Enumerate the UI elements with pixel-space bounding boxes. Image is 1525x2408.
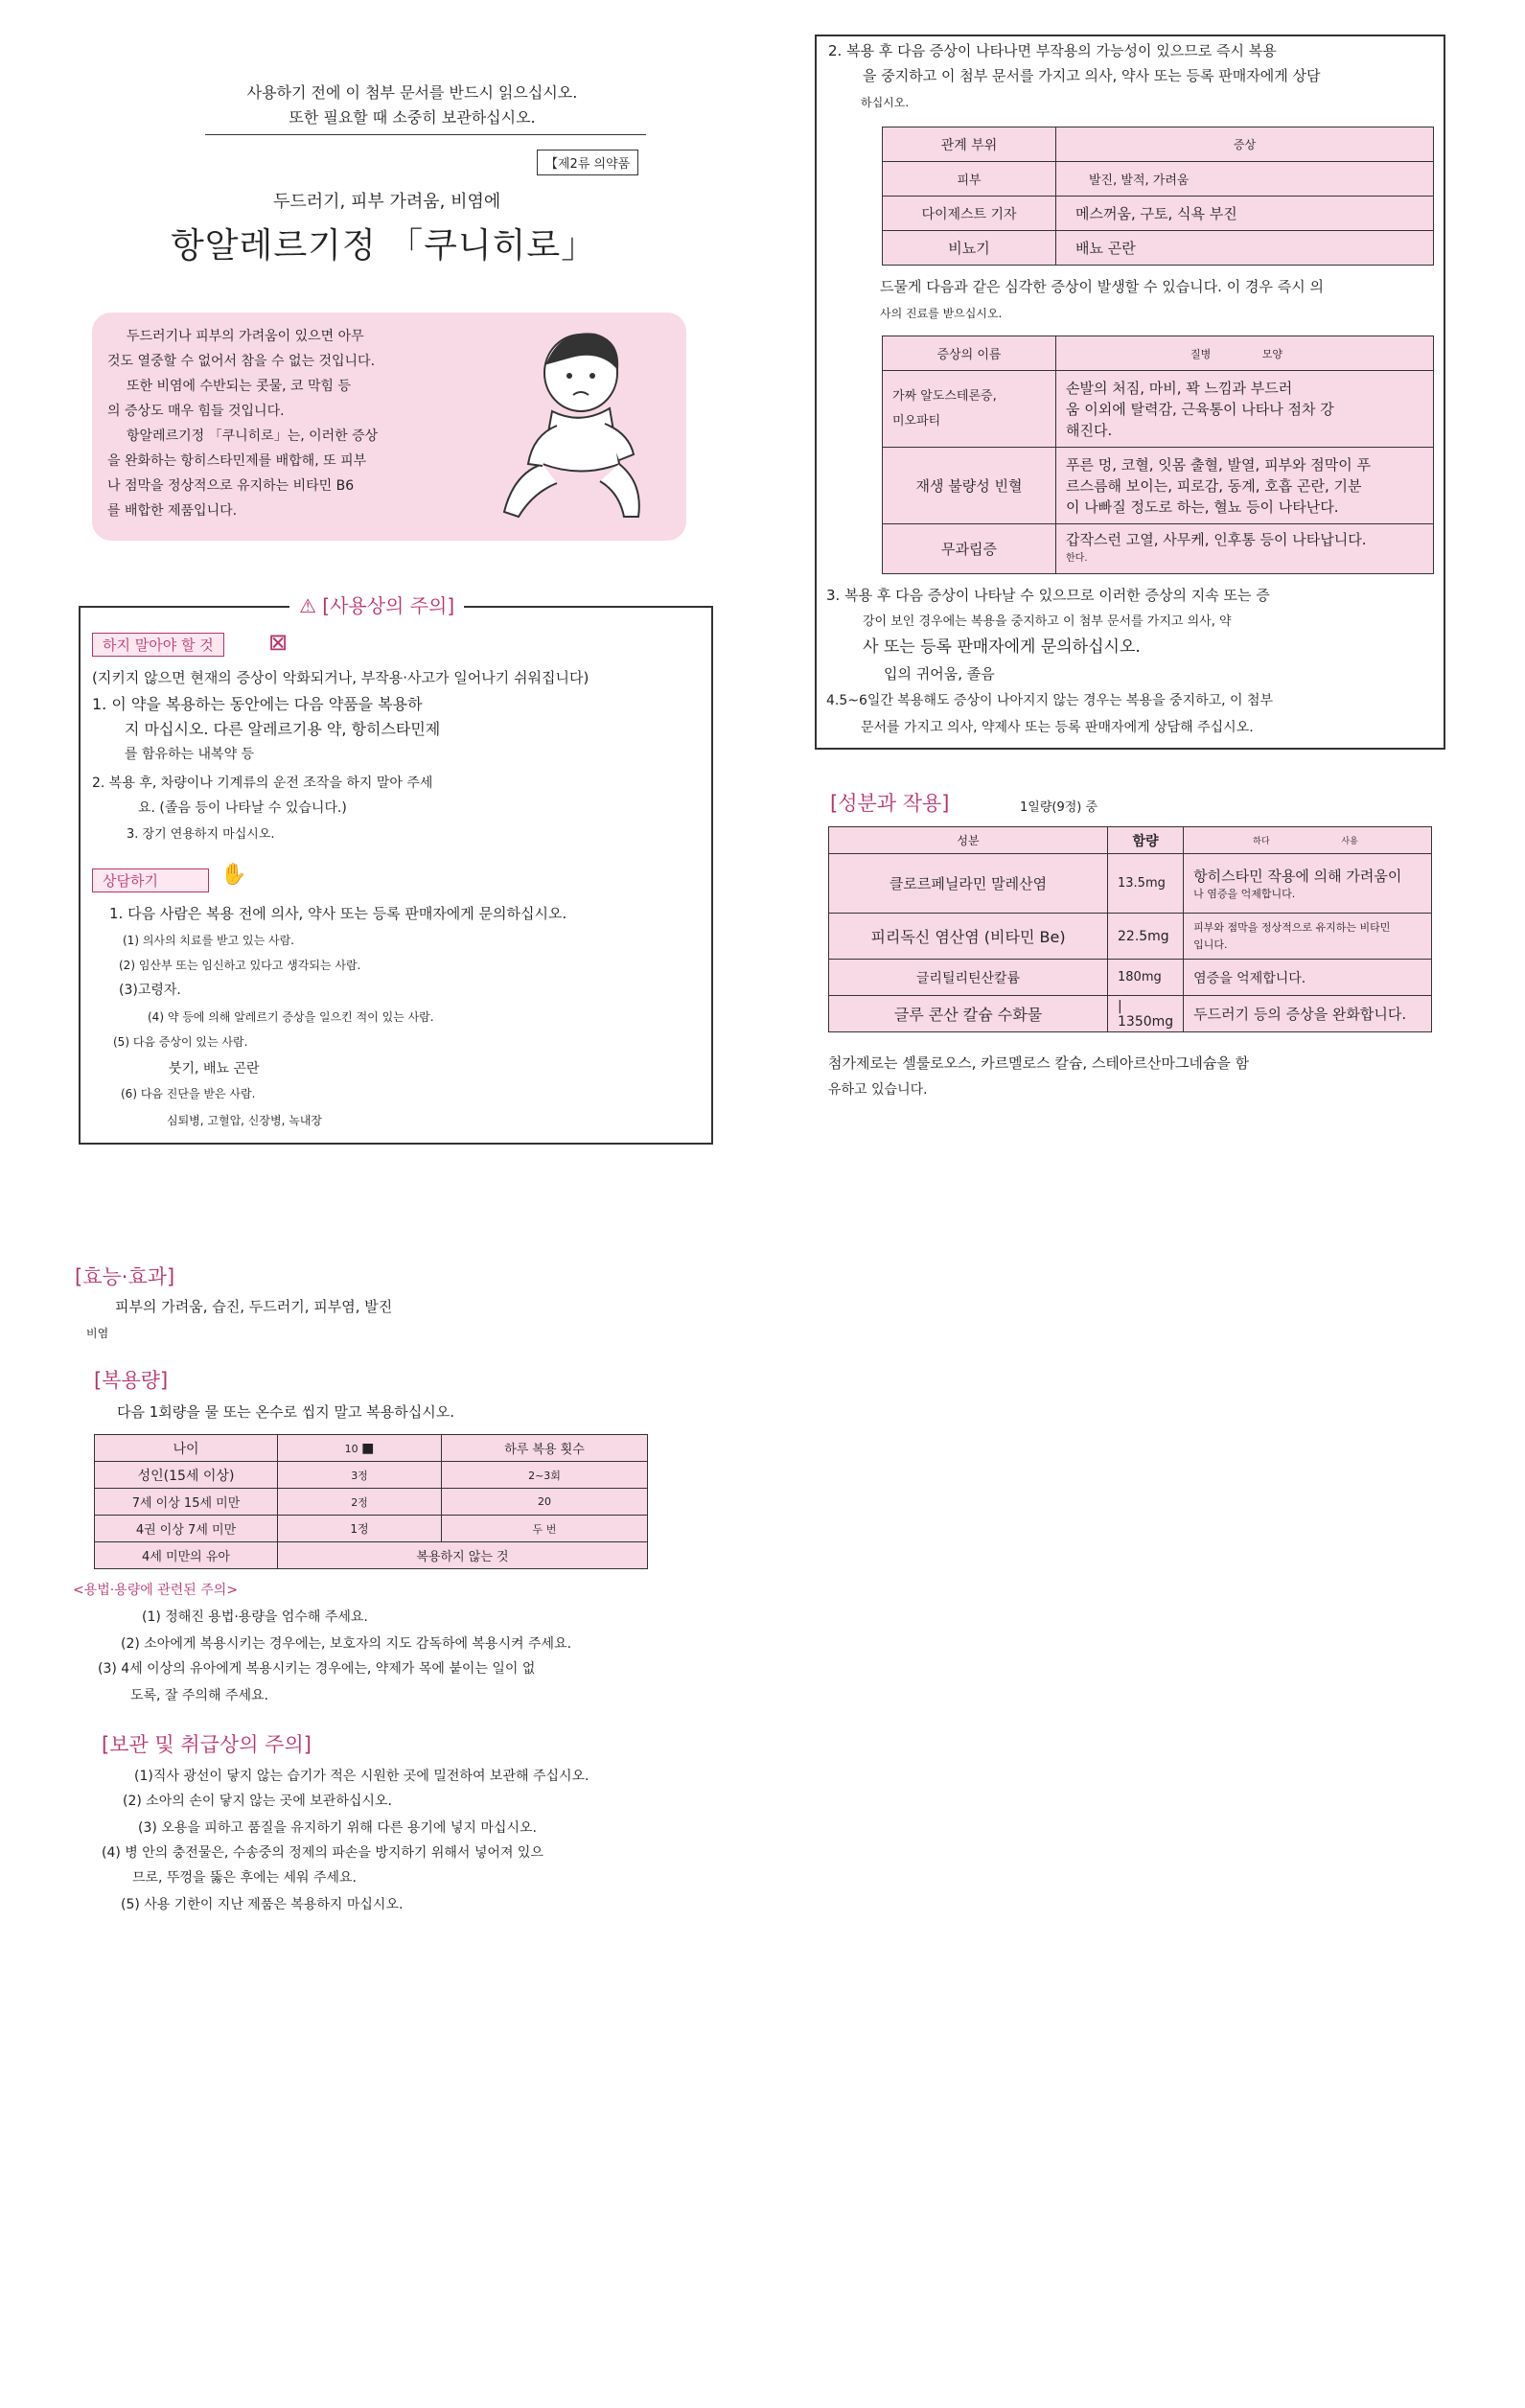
table2-desc: 르스름해 보이는, 피로감, 동계, 호흡 곤란, 기분	[1066, 476, 1362, 495]
dosage-note-1: (1) 정해진 용법·용량을 엄수해 주세요.	[142, 1609, 368, 1625]
consult-item-4: (3)고령자.	[119, 983, 181, 998]
consult-item-6: (5) 다음 증상이 있는 사람.	[113, 1035, 248, 1049]
intro-text-4: 의 증상도 매우 힘들 것입니다.	[107, 404, 285, 419]
ingredients-header-action-b: 사용	[1341, 837, 1358, 846]
table2-desc: 해진다.	[1066, 421, 1113, 439]
consult-item-5: (4) 약 등에 의해 알레르기 증상을 일으킨 적이 있는 사람.	[148, 1010, 434, 1024]
table2-header-desc	[1056, 336, 1434, 371]
table-row	[883, 162, 1434, 197]
ingredient-action-line: 입니다.	[1193, 938, 1228, 951]
itchy-child-illustration	[475, 320, 677, 537]
rare-line-1: 드물게 다음과 같은 심각한 증상이 발생할 수 있습니다. 이 경우 즉시 의	[880, 278, 1324, 295]
intro-text-7: 나 점막을 정상적으로 유지하는 비타민 B6	[107, 478, 355, 494]
dosage-cell: 4세 미만의 유아	[95, 1542, 278, 1569]
intro-text-2: 것도 열중할 수 없어서 참을 수 없는 것입니다.	[107, 354, 376, 369]
table-row	[95, 1462, 648, 1489]
storage-item-4b: 므로, 뚜껑을 뚫은 후에는 세워 주세요.	[132, 1870, 358, 1886]
table-row	[883, 197, 1434, 231]
dont-intro: (지키지 않으면 현재의 증상이 악화되거나, 부작용·사고가 일어나기 쉬워집니다)	[92, 669, 589, 686]
dosage-header-times: 하루 복용 횟수	[442, 1435, 648, 1462]
consult-item-7b: 심퇴병, 고혈압, 신장병, 녹내장	[167, 1114, 322, 1127]
table2-header-disease: 질병	[1190, 347, 1212, 360]
caution-title	[289, 590, 464, 618]
ingredient-action	[1184, 914, 1432, 960]
dosage-note-2: (2) 소아에게 복용시키는 경우에는, 보호자의 지도 감독하에 복용시켜 주세요.	[121, 1636, 572, 1652]
dosage-cell: 2~3회	[442, 1462, 648, 1489]
intro-rule	[205, 134, 646, 135]
intro-text-5: 항알레르기정 「쿠니히로」는, 이러한 증상	[127, 428, 379, 444]
page-title: 항알레르기정 「쿠니히로」	[171, 226, 597, 266]
ingredient-action: 염증을 억제합니다.	[1184, 960, 1432, 996]
intro-text-6: 을 완화하는 항히스타민제를 배합해, 또 피부	[107, 453, 367, 469]
side-p3-line1: 3. 복용 후 다음 증상이 나타날 수 있으므로 이러한 증상의 지속 또는 증	[826, 587, 1270, 604]
dosage-cell: 4권 이상 7세 미만	[95, 1516, 278, 1542]
dont-item-2: 2. 복용 후, 차량이나 기계류의 운전 조작을 하지 말아 주세	[92, 776, 433, 791]
ingredient-amount: | 1350mg	[1108, 996, 1184, 1032]
table1-cell: 피부	[883, 162, 1056, 197]
ingredient-action-line: 항히스타민 작용에 의해 가려움이	[1193, 868, 1402, 885]
ingredient-action	[1184, 854, 1432, 914]
side-p3-line4: 입의 귀어움, 졸음	[884, 665, 995, 683]
ingredient-amount: 22.5mg	[1108, 914, 1184, 960]
storage-item-4: (4) 병 안의 충전물은, 수송중의 정제의 파손을 방지하기 위해서 넣어져 있으	[102, 1845, 543, 1861]
dont-item-3: 3. 장기 연용하지 마십시오.	[127, 827, 275, 842]
dont-item-2b: 요. (졸음 등이 나타날 수 있습니다.)	[138, 800, 347, 816]
warning-icon: ⚠	[299, 594, 316, 617]
consult-tag: 상담하기	[92, 868, 209, 892]
dosage-cell: 20	[442, 1489, 648, 1516]
dosage-note-3: (3) 4세 이상의 유아에게 복용시키는 경우에는, 약제가 목에 붙이는 일이 없	[98, 1661, 536, 1677]
table-row	[95, 1516, 648, 1542]
efficacy-line-2: 비염	[86, 1327, 109, 1340]
dont-tag: 하지 말아야 할 것	[92, 633, 224, 657]
table2-desc: 이 나빠질 정도로 하는, 혈뇨 등이 나타난다.	[1066, 498, 1339, 516]
ingredient-action: 두드러기 등의 증상을 완화합니다.	[1184, 996, 1432, 1032]
table-row	[95, 1489, 648, 1516]
consult-item-6b: 붓기, 배뇨 곤란	[169, 1061, 260, 1077]
table-row	[95, 1435, 648, 1462]
ingredient-name: 피리독신 염산염 (비타민 Be)	[829, 914, 1108, 960]
table-row	[829, 996, 1432, 1032]
dosage-header-dose-text: 10	[344, 1442, 358, 1455]
dosage-intro: 다음 1회량을 물 또는 온수로 씹지 말고 복용하십시오.	[117, 1403, 454, 1421]
dosage-cell: 1정	[278, 1516, 442, 1542]
table1-cell: 다이제스트 기자	[883, 197, 1056, 231]
side-p3-line3: 사 또는 등록 판매자에게 문의하십시오.	[863, 637, 1141, 657]
ingredients-table	[828, 826, 1432, 1032]
dont-item-1c: 를 함유하는 내복약 등	[125, 747, 255, 762]
table2-cell: 무과립증	[883, 524, 1056, 574]
storage-title: [보관 및 취급상의 주의]	[102, 1733, 312, 1756]
dont-item-1b: 지 마십시오. 다른 알레르기용 약, 항히스타민제	[125, 720, 441, 738]
side-effects-table	[882, 127, 1434, 266]
dosage-title: [복용량]	[94, 1369, 169, 1392]
caution-title-text: [사용상의 주의]	[322, 594, 455, 617]
table2-desc: 손발의 처짐, 마비, 꽉 느낌과 부드러	[1066, 379, 1293, 397]
storage-item-1: (1)직사 광선이 닿지 않는 습기가 적은 시원한 곳에 밀전하여 보관해 주십시오.	[134, 1769, 589, 1784]
side-p2-line1: 2. 복용 후 다음 증상이 나타나면 부작용의 가능성이 있으므로 즉시 복용	[828, 42, 1277, 59]
dont-item-1: 1. 이 약을 복용하는 동안에는 다음 약품을 복용하	[92, 695, 423, 713]
table1-header-symptom: 증상	[1056, 127, 1434, 162]
side-p2-line3: 하십시오.	[861, 96, 910, 109]
table2-header-name: 증상의 이름	[883, 336, 1056, 371]
additives-line-2: 유하고 있습니다.	[828, 1082, 928, 1098]
ingredient-action-line: 피부와 점막을 정상적으로 유지하는 비타민	[1193, 920, 1391, 934]
serious-effects-table	[882, 336, 1434, 574]
ingredients-note: 1일량(9정) 중	[1020, 800, 1098, 815]
table-row	[829, 960, 1432, 996]
table-row	[883, 448, 1434, 524]
table1-cell: 배뇨 곤란	[1056, 231, 1434, 266]
dosage-cell: 두 번	[442, 1516, 648, 1542]
ingredient-amount: 13.5mg	[1108, 854, 1184, 914]
ingredients-header-action-a: 하다	[1253, 837, 1270, 846]
intro-line-1: 사용하기 전에 이 첨부 문서를 반드시 읽으십시오.	[246, 83, 578, 102]
dosage-cell: 3정	[278, 1462, 442, 1489]
consult-item-7: (6) 다음 진단을 받은 사람.	[121, 1087, 256, 1100]
ingredients-header-name: 성분	[829, 827, 1108, 854]
ingredient-action-line: 나 염증을 억제합니다.	[1193, 888, 1296, 900]
side-p3-line2: 강이 보인 경우에는 복용을 중지하고 이 첨부 문서를 가지고 의사, 약	[863, 614, 1232, 629]
dosage-header-dose: 10 ■	[278, 1435, 442, 1462]
table-row	[829, 914, 1432, 960]
dosage-cell: 성인(15세 이상)	[95, 1462, 278, 1489]
subtitle: 두드러기, 피부 가려움, 비염에	[273, 192, 501, 212]
table-row	[883, 231, 1434, 266]
table1-header-part: 관계 부위	[883, 127, 1056, 162]
ingredient-name: 글리틸리틴산칼륨	[829, 960, 1108, 996]
additives-line-1: 첨가제로는 셀룰로오스, 카르멜로스 칼슘, 스테아르산마그네슘을 함	[828, 1054, 1250, 1072]
ingredient-name: 글루 콘산 칼슘 수화물	[829, 996, 1108, 1032]
table2-cell	[883, 371, 1056, 448]
dosage-note-3b: 도록, 잘 주의해 주세요.	[130, 1688, 268, 1703]
drug-class-badge: 【제2류 의약품	[537, 150, 638, 175]
table2-desc: 갑작스런 고열, 사무케, 인후통 등이 나타납니다.	[1066, 530, 1367, 548]
table-row	[829, 854, 1432, 914]
storage-item-3: (3) 오용을 피하고 품질을 유지하기 위해 다른 용기에 넣지 마십시오.	[138, 1820, 537, 1836]
table2-cell	[1056, 524, 1434, 574]
consult-item-1: 1. 다음 사람은 복용 전에 의사, 약사 또는 등록 판매자에게 문의하십시오.	[109, 905, 567, 922]
table1-cell: 발진, 발적, 가려움	[1056, 162, 1434, 197]
side-p4-line1: 4.5~6일간 복용해도 증상이 나아지지 않는 경우는 복용을 중지하고, 이 첨부	[826, 693, 1274, 708]
table2-cell	[1056, 371, 1434, 448]
efficacy-line-1: 피부의 가려움, 습진, 두드러기, 피부염, 발진	[115, 1298, 393, 1315]
table-row	[883, 371, 1434, 448]
dosage-header-age: 나이	[95, 1435, 278, 1462]
consult-item-3: (2) 임산부 또는 임신하고 있다고 생각되는 사람.	[119, 959, 361, 972]
table2-desc: 한다.	[1066, 552, 1088, 564]
rare-line-2: 사의 진료를 받으십시오.	[880, 307, 1003, 320]
ingredients-header-amount: 함량	[1108, 827, 1184, 854]
side-p4-line2: 문서를 가지고 의사, 약제사 또는 등록 판매자에게 상담해 주십시오.	[861, 720, 1254, 735]
intro-text-8: 를 배합한 제품입니다.	[107, 503, 238, 519]
intro-line-2: 또한 필요할 때 소중히 보관하십시오.	[289, 108, 536, 127]
dosage-table	[94, 1434, 648, 1569]
side-p2-line2: 을 중지하고 이 첨부 문서를 가지고 의사, 약사 또는 등록 판매자에게 상담	[863, 67, 1321, 84]
ingredient-amount: 180mg	[1108, 960, 1184, 996]
table2-cell: 재생 불량성 빈혈	[883, 448, 1056, 524]
intro-text-3: 또한 비염에 수반되는 콧물, 코 막힘 등	[127, 379, 352, 394]
consult-hand-icon: ✋	[220, 863, 247, 887]
table1-cell: 비뇨기	[883, 231, 1056, 266]
intro-text-1: 두드러기나 피부의 가려움이 있으면 아무	[127, 329, 364, 344]
dosage-cell: 복용하지 않는 것	[278, 1542, 648, 1569]
table2-name2: 미오파티	[892, 413, 941, 428]
table-row	[883, 524, 1434, 574]
intro-box	[92, 313, 686, 541]
efficacy-title: [효능·효과]	[75, 1265, 175, 1288]
table2-cell	[1056, 448, 1434, 524]
ingredients-header-action	[1184, 827, 1432, 854]
table2-desc: 움 이외에 탈력감, 근육통이 나타나 점차 강	[1066, 400, 1334, 418]
table2-name: 가짜 알도스테론증,	[892, 388, 997, 404]
table2-header-shape: 모양	[1261, 347, 1283, 360]
table1-cell: 메스꺼움, 구토, 식욕 부진	[1056, 197, 1434, 231]
ingredients-title: [성분과 작용]	[830, 792, 950, 815]
dosage-notes-title: <용법·용량에 관련된 주의>	[73, 1583, 239, 1598]
dosage-cell: 2정	[278, 1489, 442, 1516]
table2-desc: 푸른 멍, 코혈, 잇몸 출혈, 발열, 피부와 점막이 푸	[1066, 455, 1372, 474]
table-row	[829, 827, 1432, 854]
table-row	[95, 1542, 648, 1569]
storage-item-2: (2) 소아의 손이 닿지 않는 곳에 보관하십시오.	[123, 1794, 392, 1809]
ingredient-name: 클로르페닐라민 말레산염	[829, 854, 1108, 914]
consult-item-2: (1) 의사의 치료를 받고 있는 사람.	[123, 934, 294, 947]
prohibited-icon: ⊠	[268, 629, 289, 656]
dosage-cell: 7세 이상 15세 미만	[95, 1489, 278, 1516]
storage-item-5: (5) 사용 기한이 지난 제품은 복용하지 마십시오.	[121, 1897, 404, 1912]
